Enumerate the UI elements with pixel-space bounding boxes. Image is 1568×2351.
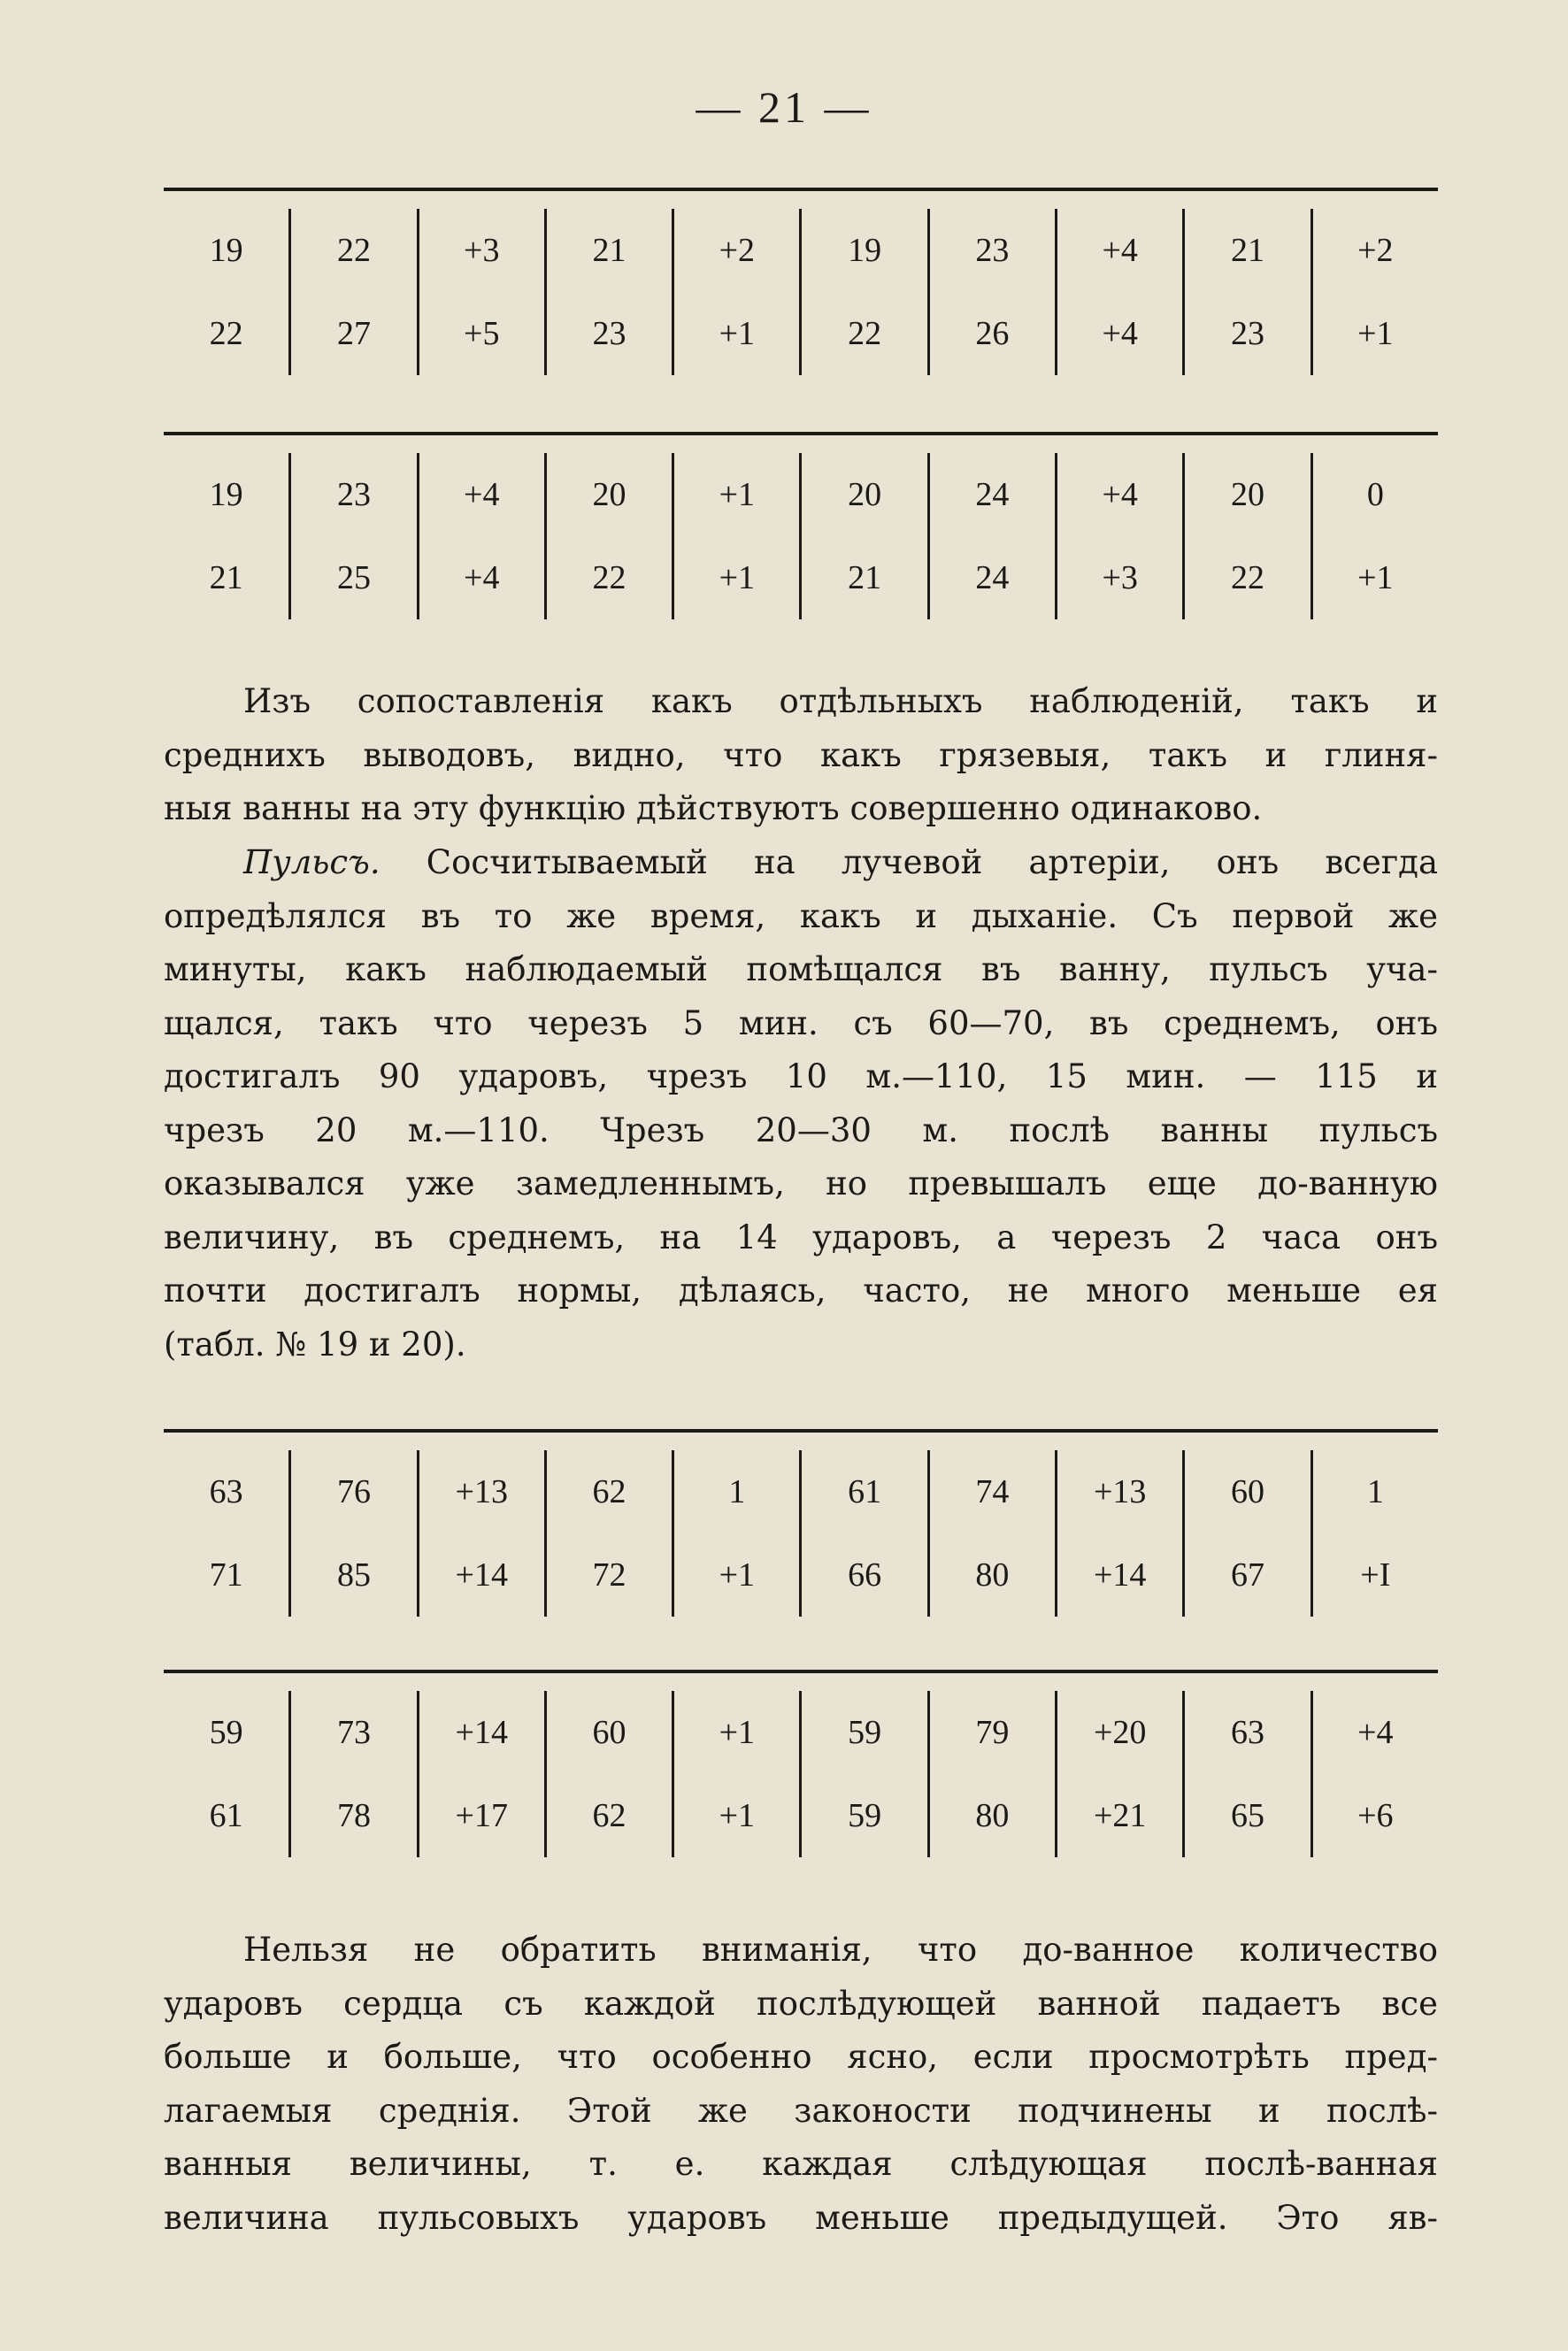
table-cell: 61 — [209, 1797, 243, 1834]
data-table-3 — [164, 1429, 1438, 1629]
table-cell: 62 — [544, 1450, 672, 1533]
text-line: больше и больше, что особенно ясно, если просмотрѣть пред- — [164, 2038, 1438, 2076]
table-cell: 65 — [1182, 1774, 1310, 1857]
table-cell: 25 — [288, 536, 416, 619]
table-cell: +1 — [672, 453, 799, 536]
table-cell: 21 — [544, 209, 672, 292]
table-cell: +4 — [1055, 292, 1182, 375]
table-cell: 67 — [1182, 1533, 1310, 1617]
table-cell: 59 — [799, 1774, 926, 1857]
table-row — [164, 1533, 1438, 1617]
table-row — [164, 292, 1438, 375]
table-cell: 74 — [927, 1450, 1055, 1533]
table-cell: +4 — [1311, 1691, 1438, 1774]
paragraph-pulse — [164, 836, 1438, 1371]
text-line — [164, 836, 1438, 890]
table-cell: 71 — [209, 1556, 243, 1594]
table-cell: 20 — [544, 453, 672, 536]
table-cell: 66 — [799, 1533, 926, 1617]
table-cell: 78 — [288, 1774, 416, 1857]
table-cell: 21 — [1182, 209, 1310, 292]
table-cell: 27 — [288, 292, 416, 375]
table-cell: +1 — [672, 1691, 799, 1774]
table-cell: 19 — [799, 209, 926, 292]
text-line: почти достигалъ нормы, дѣлаясь, часто, не много меньше ея — [164, 1272, 1438, 1310]
table-cell: 76 — [288, 1450, 416, 1533]
table-cell: 73 — [288, 1691, 416, 1774]
table-cell: +1 — [672, 292, 799, 375]
table-cell: 62 — [544, 1774, 672, 1857]
table-cell: 22 — [1182, 536, 1310, 619]
table-cell: 59 — [799, 1691, 926, 1774]
table-cell: 80 — [927, 1533, 1055, 1617]
table-cell: 23 — [544, 292, 672, 375]
paragraph-observation — [164, 1924, 1438, 2245]
text-line: щался, такъ что черезъ 5 мин. съ 60—70, въ среднемъ, онъ — [164, 1003, 1438, 1042]
section-heading: Пульсъ. — [243, 843, 380, 881]
table-cell: +14 — [1055, 1533, 1182, 1617]
table-row — [164, 1774, 1438, 1857]
table-cell: 23 — [1182, 292, 1310, 375]
table-cell: 72 — [544, 1533, 672, 1617]
text-line: среднихъ выводовъ, видно, что какъ грязевыя, такъ и глиня- — [164, 735, 1438, 774]
table-cell: 21 — [799, 536, 926, 619]
text-line: достигалъ 90 ударовъ, чрезъ 10 м.—110, 15 мин. — 115 и — [164, 1057, 1438, 1095]
table-cell: +2 — [1311, 209, 1438, 292]
table-cell: +3 — [1055, 536, 1182, 619]
table-cell: +1 — [1311, 536, 1438, 619]
table-cell: 24 — [927, 453, 1055, 536]
table-cell: 20 — [799, 453, 926, 536]
table-cell: 22 — [544, 536, 672, 619]
data-table-2 — [164, 432, 1438, 632]
table-cell: +2 — [672, 209, 799, 292]
text-line: величина пульсовыхъ ударовъ меньше предыдущей. Это яв- — [164, 2198, 1438, 2237]
text-line: оказывался уже замедленнымъ, но превышалъ еще до-ванную — [164, 1164, 1438, 1202]
table-cell: 1 — [1311, 1450, 1438, 1533]
table-cell: 60 — [544, 1691, 672, 1774]
table-cell: +20 — [1055, 1691, 1182, 1774]
table-cell: +13 — [1055, 1450, 1182, 1533]
table-cell: +5 — [417, 292, 544, 375]
table-cell: 20 — [1182, 453, 1310, 536]
table-cell: 79 — [927, 1691, 1055, 1774]
text-line: Нельзя не обратить вниманія, что до-ванное количество — [243, 1931, 1438, 1969]
text-line: ванныя величины, т. е. каждая слѣдующая послѣ-ванная — [164, 2145, 1438, 2183]
table-cell: 24 — [927, 536, 1055, 619]
table-row — [164, 1691, 1438, 1774]
text-line: Изъ сопоставленія какъ отдѣльныхъ наблюденій, такъ и — [243, 682, 1438, 720]
data-table-1 — [164, 188, 1438, 388]
table-cell: 23 — [288, 453, 416, 536]
text-fragment: Сосчитываемый на лучевой артеріи, онъ всегда — [426, 843, 1439, 881]
table-cell: +13 — [417, 1450, 544, 1533]
text-line: опредѣлялся въ то же время, какъ и дыханіе. Съ первой же — [164, 896, 1438, 935]
table-cell: 22 — [209, 315, 243, 352]
paragraph-conclusion — [164, 675, 1438, 836]
table-cell: 22 — [799, 292, 926, 375]
table-cell: +4 — [1055, 209, 1182, 292]
table-cell: 26 — [927, 292, 1055, 375]
text-line: (табл. № 19 и 20). — [164, 1325, 466, 1364]
table-cell: 60 — [1182, 1450, 1310, 1533]
table-cell: +14 — [417, 1533, 544, 1617]
table-cell: 21 — [209, 559, 243, 596]
table-cell: +4 — [417, 453, 544, 536]
table-cell: +1 — [1311, 292, 1438, 375]
table-cell: +4 — [1055, 453, 1182, 536]
table-row — [164, 209, 1438, 292]
table-cell: +3 — [417, 209, 544, 292]
data-table-4 — [164, 1670, 1438, 1870]
table-cell: +1 — [672, 1533, 799, 1617]
text-line: лагаемыя среднія. Этой же законости подчинены и послѣ- — [164, 2091, 1438, 2130]
table-cell: +I — [1311, 1533, 1438, 1617]
table-cell: +1 — [672, 1774, 799, 1857]
table-cell: 63 — [209, 1473, 243, 1510]
table-cell: +6 — [1311, 1774, 1438, 1857]
table-cell: 63 — [1182, 1691, 1310, 1774]
table-cell: +1 — [672, 536, 799, 619]
table-cell: +14 — [417, 1691, 544, 1774]
table-cell: 19 — [209, 232, 243, 269]
table-cell: +17 — [417, 1774, 544, 1857]
text-line: ударовъ сердца съ каждой послѣдующей ванной падаетъ все — [164, 1984, 1438, 2023]
table-cell: 23 — [927, 209, 1055, 292]
table-cell: 22 — [288, 209, 416, 292]
text-line: величину, въ среднемъ, на 14 ударовъ, а черезъ 2 часа онъ — [164, 1218, 1438, 1256]
table-row — [164, 1450, 1438, 1533]
table-cell: +21 — [1055, 1774, 1182, 1857]
text-line: чрезъ 20 м.—110. Чрезъ 20—30 м. послѣ ванны пульсъ — [164, 1110, 1438, 1149]
table-row — [164, 536, 1438, 619]
table-cell: 0 — [1311, 453, 1438, 536]
table-cell: 61 — [799, 1450, 926, 1533]
table-cell: +4 — [417, 536, 544, 619]
table-cell: 1 — [672, 1450, 799, 1533]
table-cell: 59 — [209, 1714, 243, 1751]
table-row — [164, 453, 1438, 536]
table-cell: 80 — [927, 1774, 1055, 1857]
table-cell: 19 — [209, 476, 243, 513]
text-line: ныя ванны на эту функцію дѣйствуютъ совершенно одинаково. — [164, 789, 1263, 827]
page-number: — 21 — — [696, 82, 872, 132]
table-cell: 85 — [288, 1533, 416, 1617]
text-line: минуты, какъ наблюдаемый помѣщался въ ванну, пульсъ уча- — [164, 950, 1438, 988]
